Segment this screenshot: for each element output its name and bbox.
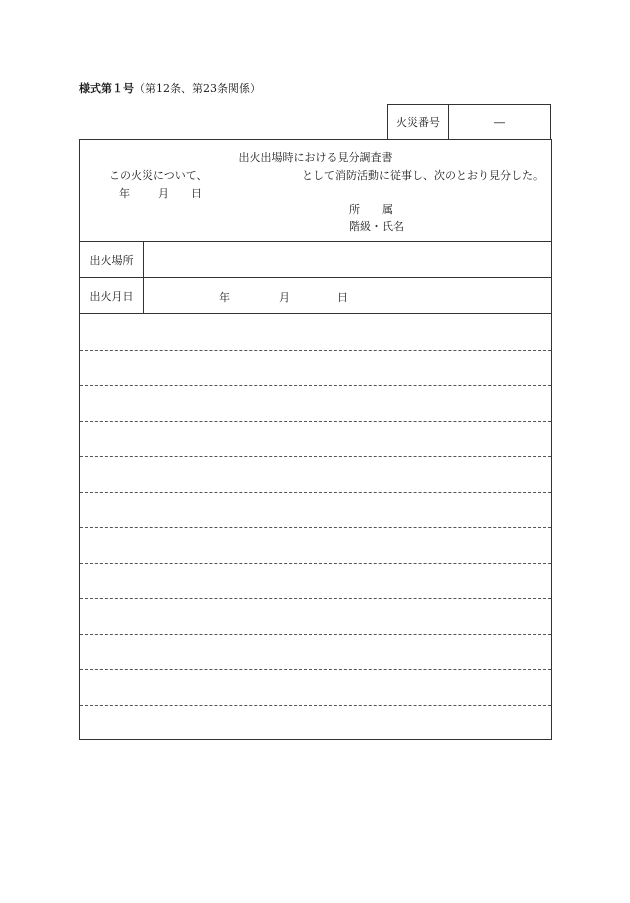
form-number: 様式第１号 <box>79 82 134 95</box>
fire-number-box <box>387 104 551 139</box>
fire-date-day: 日 <box>337 291 348 304</box>
fire-date-field[interactable] <box>144 278 551 313</box>
fire-date-year: 年 <box>219 291 230 304</box>
fire-place-label: 出火場所 <box>80 242 144 277</box>
report-date-year: 年 <box>119 187 130 200</box>
form-header <box>79 80 261 96</box>
statement-tail: として消防活動に従事し、次のとおり見分した。 <box>302 169 544 182</box>
rank-name-label: 階級・氏名 <box>349 220 404 233</box>
note-line <box>80 456 551 457</box>
report-title: 出火出場時における見分調査書 <box>238 151 393 164</box>
affiliation-label: 所 属 <box>349 203 393 216</box>
statement-lead: この火災について、 <box>109 169 208 182</box>
note-line <box>80 385 551 386</box>
note-line <box>80 527 551 528</box>
note-line <box>80 421 551 422</box>
fire-number-value[interactable]: ― <box>494 115 505 129</box>
form-reference: （第12条、第23条関係） <box>134 82 261 95</box>
note-line <box>80 634 551 635</box>
fire-place-row <box>80 242 551 278</box>
notes-area[interactable] <box>80 314 551 739</box>
report-form-table <box>79 139 552 740</box>
fire-date-row <box>80 278 551 314</box>
note-line <box>80 669 551 670</box>
report-date-day: 日 <box>191 187 202 200</box>
title-section <box>80 140 551 242</box>
fire-place-field[interactable] <box>144 242 551 277</box>
fire-date-label: 出火月日 <box>80 278 144 313</box>
fire-date-month: 月 <box>279 291 290 304</box>
report-date-month: 月 <box>158 187 169 200</box>
note-line <box>80 350 551 351</box>
note-line <box>80 563 551 564</box>
note-line <box>80 705 551 706</box>
note-line <box>80 492 551 493</box>
fire-number-label: 火災番号 <box>388 105 449 139</box>
note-line <box>80 598 551 599</box>
